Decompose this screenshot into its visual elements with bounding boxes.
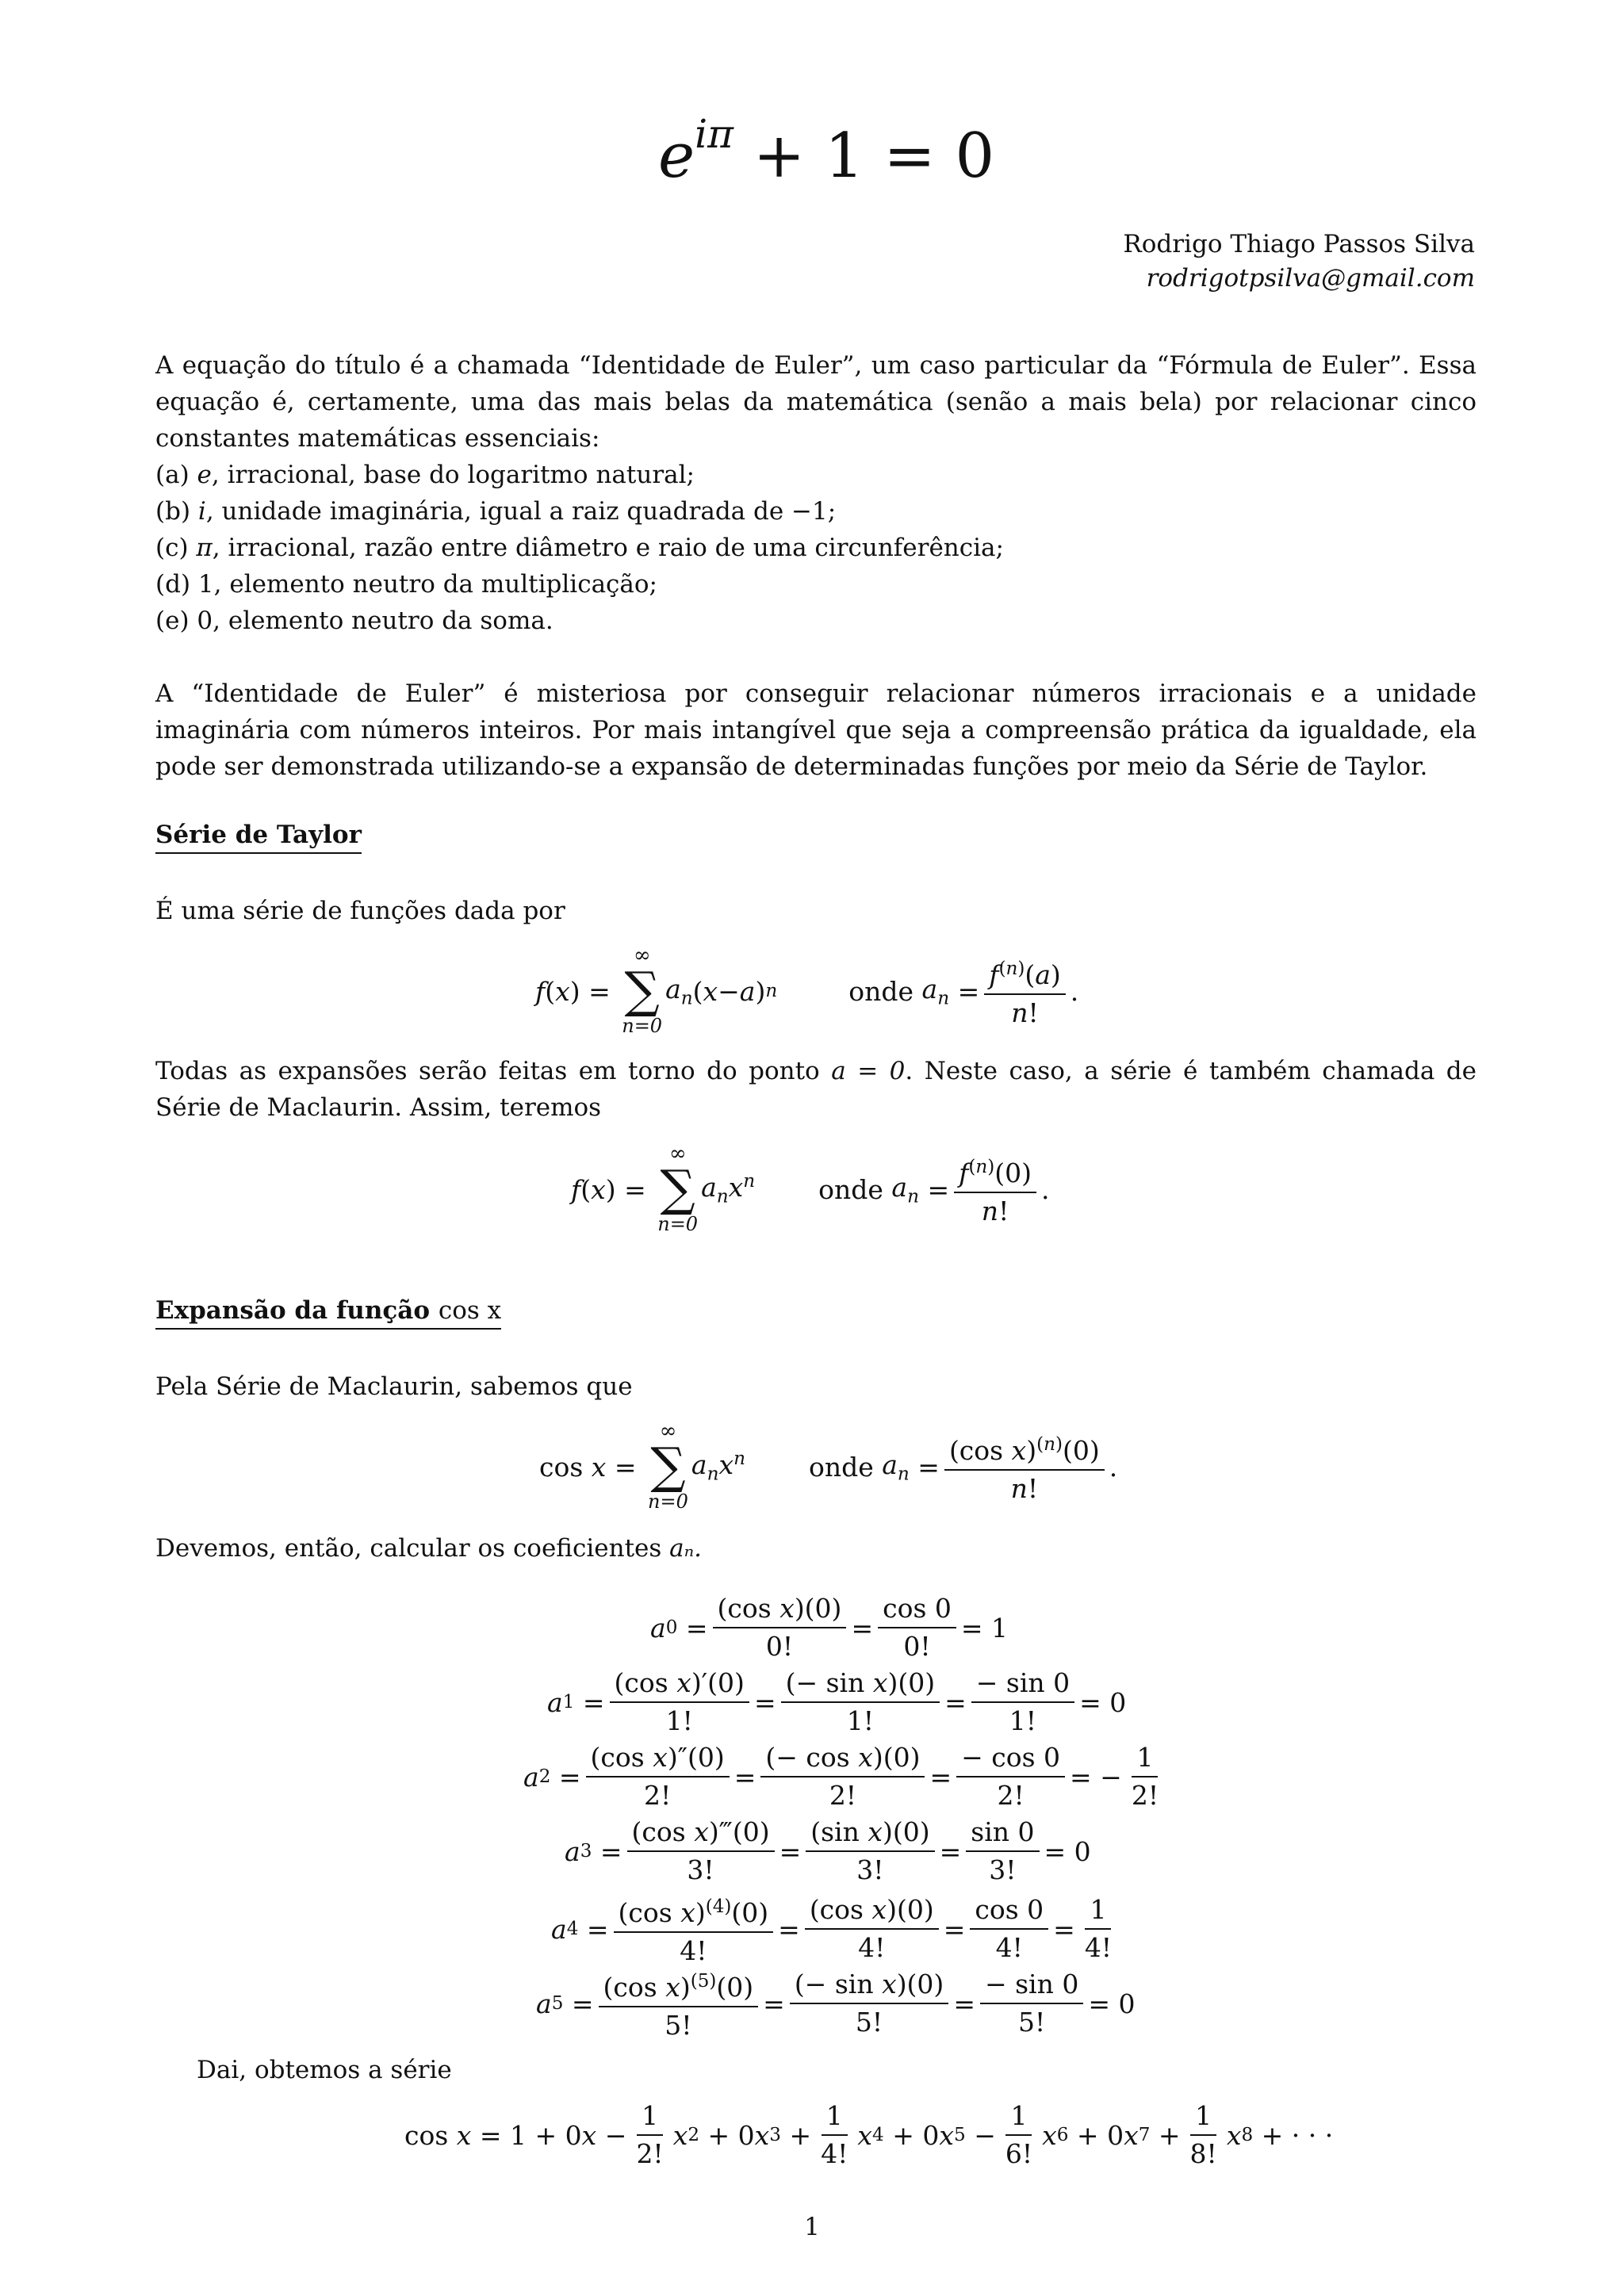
title-base: e [658, 121, 695, 192]
list-item: (b) i, unidade imaginária, igual a raiz quadrada de −1; [155, 497, 837, 526]
taylor-intro: É uma série de funções dada por [155, 897, 565, 925]
cos-expansion-series: cos x = 1 + 0 x − $\frac{1}{2!}$ x 2 + 0 x 3 + $\frac{1}{4!}$ x 4 + 0 x 5 − $\frac{1}{6!}$ x 6 + 0 x 7 + $\frac{1}{8!}$ x 8 + · · · [404, 2100, 1334, 2169]
section-heading-taylor: Série de Taylor [155, 821, 362, 849]
onde-label: onde [848, 975, 914, 1007]
author-name: Rodrigo Thiago Passos Silva [1123, 230, 1475, 258]
cos-intro: Pela Série de Maclaurin, sabemos que [155, 1372, 633, 1401]
maclaurin-series-formula: f ( x ) = ∞ ∑ n=0 $a_nx^n$ onde $a_n$ = $\frac{f^{(n)}(0)}{n!}$ . [571, 1142, 1050, 1235]
result-intro: Dai, obtemos a série [197, 2056, 452, 2084]
list-item: (a) e, irracional, base do logaritmo natural; [155, 461, 695, 489]
section-heading-cos: Expansão da função cos x [155, 1296, 501, 1325]
coef-a2: a 2 = $\frac{\text{(cos x)″(0)}}{2!}$ = $\frac{\text{(− cos x)(0)}}{2!}$ = $\frac{- \cos 0}{2!}$ = − $\frac{1}{2!}$ [523, 1742, 1159, 1811]
coef-a1: a 1 = $\frac{\text{(cos x)′(0)}}{1!}$ = $\frac{\text{(− sin x)(0)}}{1!}$ = $\frac{- \sin 0}{1!}$ = 0 [547, 1667, 1127, 1736]
list-item: (d) 1, elemento neutro da multiplicação; [155, 570, 658, 599]
title-equation [658, 111, 995, 192]
list-item: (e) 0, elemento neutro da soma. [155, 607, 553, 635]
onde-label: onde [818, 1173, 883, 1205]
coef-a4: a 4 = $\frac{(\cos x)^{(4)}(0)}{4!}$ = $\frac{\text{(cos x)(0)}}{4!}$ = $\frac{\cos 0}{4!}$ = $\frac{1}{4!}$ [551, 1890, 1121, 1968]
constants-list [155, 457, 1004, 639]
maclaurin-paragraph: Todas as expansões serão feitas em torno do ponto a = 0. Neste caso, a série é também chamada de Série de Maclaurin. Assim, teremos [155, 1057, 1477, 1122]
title-rest: + 1 = 0 [753, 121, 995, 192]
coefficients-intro: Devemos, então, calcular os coeficientes aₙ. [155, 1534, 703, 1563]
list-item: (c) π, irracional, razão entre diâmetro e raio de uma circunferência; [155, 534, 1004, 562]
cos-series-formula: cos x = ∞ ∑ n=0 $a_nx^n$ onde $a_n$ = $\frac{(\cos x)^{(n)}(0)}{n!}$ . [539, 1419, 1118, 1513]
intro-paragraph: A equação do título é a chamada “Identidade de Euler”, um caso particular da “Fórmula de Euler”. Essa equação é, certamente, uma das mais belas da matemática (senão a mais bela) por relacionar cinco constantes matemáticas essenciais: [155, 351, 1477, 453]
page-number: 1 [804, 2213, 820, 2241]
coef-a0: a 0 = $\frac{\text{(cos x)(0)}}{0!}$ = $\frac{\cos 0}{0!}$ = 1 [650, 1593, 1009, 1662]
onde-label: onde [808, 1451, 874, 1483]
intro-paragraph-2: A “Identidade de Euler” é misteriosa por conseguir relacionar números irracionais e a unidade imaginária com números inteiros. Por mais intangível que seja a compreensão prática da igualdade, ela pode ser demonstrada utilizando-se a expansão de determinadas funções por meio da Série de Taylor. [155, 679, 1477, 781]
coef-a5: a 5 = $\frac{(\cos x)^{(5)}(0)}{5!}$ = $\frac{\text{(− sin x)(0)}}{5!}$ = $\frac{- \sin 0}{5!}$ = 0 [536, 1965, 1135, 2042]
taylor-series-formula: f ( x ) = ∞ ∑ n=0 $a_n$ ( x − a ) n onde $a_n$ = $\frac{f^{(n)}(a)}{n!}$ . [535, 943, 1079, 1037]
author-email: rodrigotpsilva@gmail.com [1146, 264, 1475, 293]
title-exponent: iπ [695, 111, 734, 157]
coef-a3: a 3 = $\frac{\text{(cos x)‴(0)}}{3!}$ = $\frac{\text{(sin x)(0)}}{3!}$ = $\frac{\sin 0}{3!}$ = 0 [565, 1816, 1091, 1885]
